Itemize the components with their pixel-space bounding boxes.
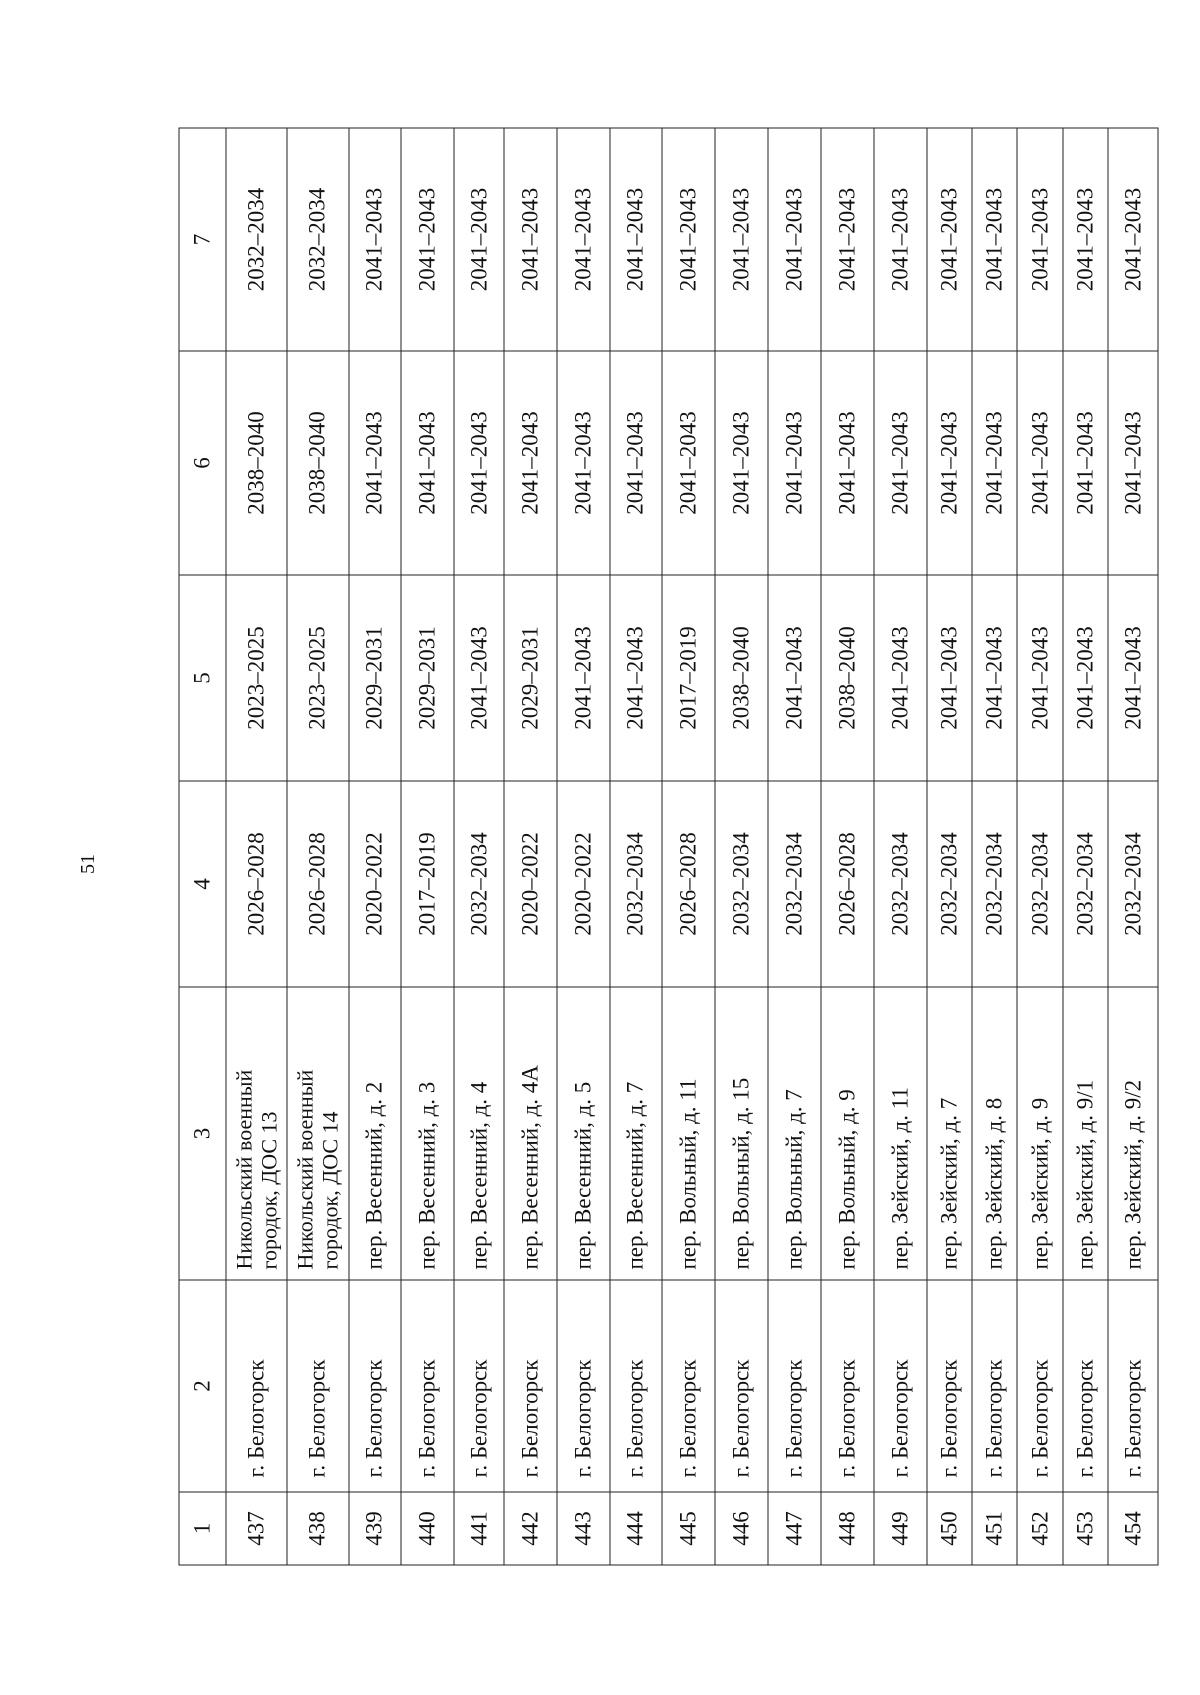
- period-cell-5: 2041–2043: [609, 575, 662, 781]
- row-number: 452: [1017, 1492, 1062, 1565]
- housing-repair-schedule-table: [178, 128, 1158, 1566]
- column-header: 6: [179, 351, 226, 575]
- address-cell: [226, 987, 287, 1280]
- period-cell-4: 2032–2034: [926, 781, 971, 987]
- row-number: 450: [926, 1492, 971, 1565]
- period-cell-4: 2020–2022: [556, 781, 609, 987]
- period-cell-7: 2041–2043: [1017, 128, 1062, 351]
- address-text: пер. Зейский, д. 9/1: [1072, 1079, 1098, 1270]
- address-cell: [971, 987, 1016, 1280]
- address-text: пер. Зейский, д. 9/2: [1119, 1079, 1145, 1270]
- column-header: 5: [179, 575, 226, 781]
- city-cell: г. Белогорск: [1062, 1280, 1107, 1492]
- period-cell-7: 2041–2043: [768, 128, 821, 351]
- city-cell: г. Белогорск: [971, 1280, 1016, 1492]
- period-cell-5: 2041–2043: [768, 575, 821, 781]
- address-cell: [926, 987, 971, 1280]
- period-cell-4: 2026–2028: [662, 781, 715, 987]
- address-cell: [873, 987, 926, 1280]
- period-cell-6: 2041–2043: [768, 351, 821, 575]
- address-text: пер. Вольный, д. 15: [728, 1077, 754, 1270]
- period-cell-7: 2041–2043: [971, 128, 1016, 351]
- period-cell-5: 2029–2031: [348, 575, 401, 781]
- row-number: 440: [401, 1492, 454, 1565]
- city-cell: г. Белогорск: [556, 1280, 609, 1492]
- address-cell: [401, 987, 454, 1280]
- city-cell: г. Белогорск: [226, 1280, 287, 1492]
- address-text: пер. Вольный, д. 7: [780, 1089, 806, 1270]
- row-number: 439: [348, 1492, 401, 1565]
- row-number: 445: [662, 1492, 715, 1565]
- address-text: пер. Зейский, д. 11: [886, 1087, 912, 1270]
- table-row: [226, 128, 287, 1565]
- address-text: пер. Зейский, д. 8: [981, 1097, 1007, 1270]
- period-cell-7: 2041–2043: [873, 128, 926, 351]
- period-cell-7: 2041–2043: [926, 128, 971, 351]
- period-cell-4: 2032–2034: [768, 781, 821, 987]
- period-cell-7: 2041–2043: [715, 128, 768, 351]
- column-header: 4: [179, 781, 226, 987]
- address-cell: [287, 987, 348, 1280]
- period-cell-6: 2038–2040: [287, 351, 348, 575]
- city-cell: г. Белогорск: [454, 1280, 504, 1492]
- period-cell-4: 2032–2034: [971, 781, 1016, 987]
- period-cell-4: 2017–2019: [401, 781, 454, 987]
- period-cell-5: 2038–2040: [715, 575, 768, 781]
- city-cell: г. Белогорск: [662, 1280, 715, 1492]
- column-header: 7: [179, 128, 226, 351]
- period-cell-4: 2026–2028: [226, 781, 287, 987]
- period-cell-4: 2020–2022: [503, 781, 556, 987]
- period-cell-6: 2038–2040: [226, 351, 287, 575]
- table-row: [820, 128, 873, 1565]
- address-cell: [1017, 987, 1062, 1280]
- period-cell-4: 2020–2022: [348, 781, 401, 987]
- period-cell-7: 2041–2043: [503, 128, 556, 351]
- period-cell-5: 2023–2025: [226, 575, 287, 781]
- period-cell-4: 2032–2034: [454, 781, 504, 987]
- table-body: [226, 128, 1158, 1565]
- table-row: [768, 128, 821, 1565]
- period-cell-5: 2017–2019: [662, 575, 715, 781]
- address-cell: [348, 987, 401, 1280]
- period-cell-6: 2041–2043: [609, 351, 662, 575]
- period-cell-7: 2041–2043: [662, 128, 715, 351]
- row-number: 438: [287, 1492, 348, 1565]
- period-cell-5: 2038–2040: [820, 575, 873, 781]
- period-cell-5: 2041–2043: [873, 575, 926, 781]
- city-cell: г. Белогорск: [287, 1280, 348, 1492]
- period-cell-7: 2041–2043: [454, 128, 504, 351]
- table-row: [348, 128, 401, 1565]
- period-cell-6: 2041–2043: [556, 351, 609, 575]
- column-header: 1: [179, 1492, 226, 1565]
- period-cell-4: 2032–2034: [609, 781, 662, 987]
- city-cell: г. Белогорск: [348, 1280, 401, 1492]
- rotated-table-container: [178, 129, 1158, 1566]
- period-cell-6: 2041–2043: [503, 351, 556, 575]
- period-cell-5: 2041–2043: [971, 575, 1016, 781]
- address-cell: [662, 987, 715, 1280]
- period-cell-6: 2041–2043: [1062, 351, 1107, 575]
- period-cell-4: 2032–2034: [715, 781, 768, 987]
- period-cell-6: 2041–2043: [348, 351, 401, 575]
- table-row: [1017, 128, 1062, 1565]
- row-number: 437: [226, 1492, 287, 1565]
- table-row: [609, 128, 662, 1565]
- row-number: 453: [1062, 1492, 1107, 1565]
- period-cell-5: 2029–2031: [503, 575, 556, 781]
- address-cell: [556, 987, 609, 1280]
- address-cell: [1108, 987, 1158, 1280]
- period-cell-5: 2041–2043: [556, 575, 609, 781]
- period-cell-6: 2041–2043: [1108, 351, 1158, 575]
- table-row: [287, 128, 348, 1565]
- address-cell: [503, 987, 556, 1280]
- address-text: пер. Весенний, д. 4А: [516, 1065, 542, 1270]
- period-cell-7: 2041–2043: [820, 128, 873, 351]
- address-text: Никольский военный городок, ДОС 14: [292, 1069, 343, 1270]
- period-cell-5: 2041–2043: [1062, 575, 1107, 781]
- table-row: [662, 128, 715, 1565]
- period-cell-4: 2032–2034: [1017, 781, 1062, 987]
- table-row: [556, 128, 609, 1565]
- row-number: 446: [715, 1492, 768, 1565]
- city-cell: г. Белогорск: [873, 1280, 926, 1492]
- address-text: пер. Весенний, д. 7: [622, 1081, 648, 1270]
- city-cell: г. Белогорск: [503, 1280, 556, 1492]
- address-cell: [454, 987, 504, 1280]
- address-text: пер. Вольный, д. 9: [833, 1089, 859, 1270]
- table-row: [873, 128, 926, 1565]
- row-number: 449: [873, 1492, 926, 1565]
- address-cell: [715, 987, 768, 1280]
- period-cell-7: 2041–2043: [348, 128, 401, 351]
- period-cell-6: 2041–2043: [1017, 351, 1062, 575]
- address-cell: [1062, 987, 1107, 1280]
- row-number: 448: [820, 1492, 873, 1565]
- table-row: [401, 128, 454, 1565]
- row-number: 444: [609, 1492, 662, 1565]
- period-cell-5: 2041–2043: [1017, 575, 1062, 781]
- address-text: пер. Зейский, д. 9: [1026, 1097, 1052, 1270]
- period-cell-4: 2026–2028: [287, 781, 348, 987]
- period-cell-7: 2041–2043: [556, 128, 609, 351]
- period-cell-5: 2041–2043: [454, 575, 504, 781]
- address-cell: [768, 987, 821, 1280]
- period-cell-5: 2023–2025: [287, 575, 348, 781]
- city-cell: г. Белогорск: [820, 1280, 873, 1492]
- row-number: 442: [503, 1492, 556, 1565]
- period-cell-6: 2041–2043: [926, 351, 971, 575]
- period-cell-6: 2041–2043: [873, 351, 926, 575]
- period-cell-6: 2041–2043: [662, 351, 715, 575]
- table-row: [1062, 128, 1107, 1565]
- period-cell-4: 2026–2028: [820, 781, 873, 987]
- row-number: 441: [454, 1492, 504, 1565]
- period-cell-4: 2032–2034: [1108, 781, 1158, 987]
- period-cell-7: 2041–2043: [401, 128, 454, 351]
- row-number: 443: [556, 1492, 609, 1565]
- address-text: пер. Вольный, д. 11: [675, 1078, 701, 1270]
- table-row: [971, 128, 1016, 1565]
- period-cell-7: 2041–2043: [1062, 128, 1107, 351]
- address-cell: [609, 987, 662, 1280]
- address-text: пер. Зейский, д. 7: [935, 1097, 961, 1270]
- city-cell: г. Белогорск: [768, 1280, 821, 1492]
- period-cell-6: 2041–2043: [971, 351, 1016, 575]
- row-number: 454: [1108, 1492, 1158, 1565]
- table-row: [503, 128, 556, 1565]
- row-number: 451: [971, 1492, 1016, 1565]
- period-cell-6: 2041–2043: [820, 351, 873, 575]
- period-cell-7: 2041–2043: [1108, 128, 1158, 351]
- city-cell: г. Белогорск: [609, 1280, 662, 1492]
- period-cell-6: 2041–2043: [454, 351, 504, 575]
- city-cell: г. Белогорск: [1108, 1280, 1158, 1492]
- address-text: Никольский военный городок, ДОС 13: [231, 1069, 282, 1270]
- table-row: [926, 128, 971, 1565]
- period-cell-5: 2029–2031: [401, 575, 454, 781]
- table-header-row: [179, 128, 226, 1565]
- address-text: пер. Весенний, д. 5: [569, 1081, 595, 1270]
- city-cell: г. Белогорск: [715, 1280, 768, 1492]
- period-cell-4: 2032–2034: [873, 781, 926, 987]
- city-cell: г. Белогорск: [401, 1280, 454, 1492]
- period-cell-7: 2032–2034: [287, 128, 348, 351]
- city-cell: г. Белогорск: [1017, 1280, 1062, 1492]
- city-cell: г. Белогорск: [926, 1280, 971, 1492]
- address-text: пер. Весенний, д. 4: [465, 1081, 491, 1270]
- period-cell-6: 2041–2043: [401, 351, 454, 575]
- address-cell: [820, 987, 873, 1280]
- row-number: 447: [768, 1492, 821, 1565]
- period-cell-7: 2032–2034: [226, 128, 287, 351]
- period-cell-5: 2041–2043: [926, 575, 971, 781]
- table-row: [454, 128, 504, 1565]
- column-header: 2: [179, 1280, 226, 1492]
- column-header: 3: [179, 987, 226, 1280]
- period-cell-4: 2032–2034: [1062, 781, 1107, 987]
- table-row: [1108, 128, 1158, 1565]
- address-text: пер. Весенний, д. 3: [414, 1081, 440, 1270]
- period-cell-7: 2041–2043: [609, 128, 662, 351]
- table-row: [715, 128, 768, 1565]
- period-cell-5: 2041–2043: [1108, 575, 1158, 781]
- page-number: 51: [77, 854, 99, 874]
- address-text: пер. Весенний, д. 2: [361, 1081, 387, 1270]
- period-cell-6: 2041–2043: [715, 351, 768, 575]
